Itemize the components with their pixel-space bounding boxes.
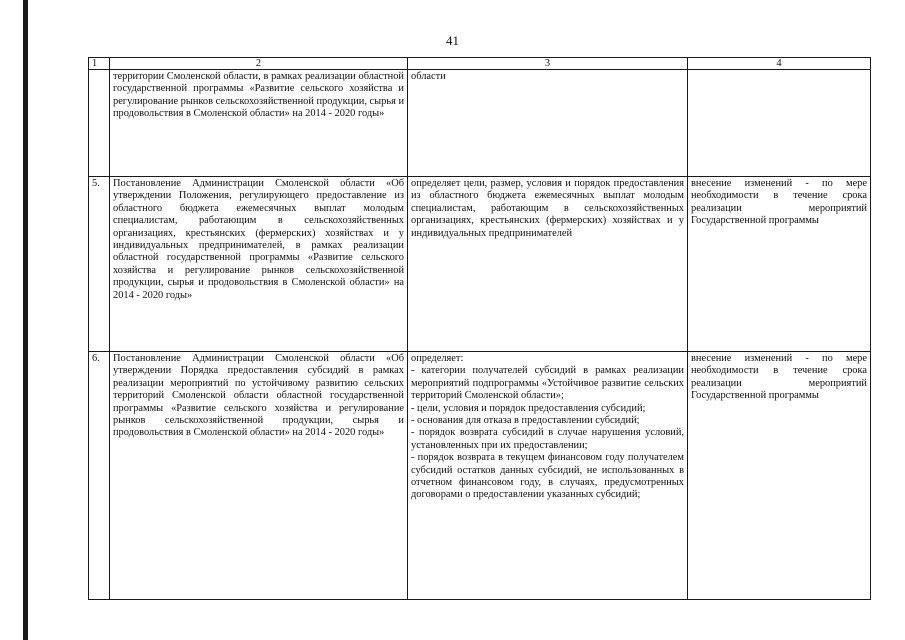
column-header-3: 3 bbox=[408, 58, 688, 70]
table-row bbox=[89, 70, 871, 177]
column-header-1: 1 bbox=[89, 58, 110, 70]
changes-cell bbox=[688, 70, 871, 177]
description-cell: области bbox=[408, 70, 688, 177]
document-title-cell: территории Смоленской области, в рамках реализации областной государственной программы «Развитие сельского хозяйства и регулирование рынков сельскохозяйственной продукции, сырья и продовольствия в Смоленской области» на 2014 - 2020 годы» bbox=[110, 70, 408, 177]
row-number: 5. bbox=[89, 177, 110, 352]
document-title-cell: Постановление Администрации Смоленской области «Об утверждении Порядка предоставления субсидий в рамках реализации мероприятий по устойчивому развитию сельских территорий Смоленской области областной государственной программы «Развитие сельского хозяйства и регулирование рынков сельскохозяйственной продукции, сырья и продовольствия в Смоленской области» на 2014 - 2020 годы» bbox=[110, 352, 408, 600]
description-line: - порядок возврата в текущем финансовом году получателем субсидий остатков данных субсидий, не использованных в отчетном финансовом году, в случаях, предусмотренных договорами о предоставлении указанных субсидий; bbox=[411, 452, 684, 501]
row-number bbox=[89, 70, 110, 177]
description-line: - цели, условия и порядок предоставления субсидий; bbox=[411, 402, 646, 414]
row-number: 6. bbox=[89, 352, 110, 600]
table-row bbox=[89, 352, 871, 600]
description-cell bbox=[408, 352, 688, 600]
page-number: 41 bbox=[446, 33, 459, 48]
document-table bbox=[88, 57, 871, 600]
description-cell: определяет цели, размер, условия и порядок предоставления из областного бюджета ежемесячных выплат молодым специалистам, работающим в сельскохозяйственных организациях, крестьянских (фермерских) хозяйствах и у индивидуальных предпринимателей bbox=[408, 177, 688, 352]
column-header-2: 2 bbox=[110, 58, 408, 70]
description-line: - порядок возврата субсидий в случае нарушения условий, установленных при их предоставлении; bbox=[411, 427, 684, 451]
table-row bbox=[89, 177, 871, 352]
table-header-row bbox=[89, 58, 871, 70]
description-line: - категории получателей субсидий в рамках реализации мероприятий подпрограммы «Устойчивое развитие сельских территорий Смоленской области»; bbox=[411, 365, 684, 402]
changes-cell: внесение изменений - по мере необходимости в течение срока реализации мероприятий Государственной программы bbox=[688, 352, 871, 600]
changes-cell: внесение изменений - по мере необходимости в течение срока реализации мероприятий Государственной программы bbox=[688, 177, 871, 352]
description-line: - основания для отказа в предоставлении субсидий; bbox=[411, 415, 640, 427]
description-line: определяет: bbox=[411, 353, 464, 364]
column-header-4: 4 bbox=[688, 58, 871, 70]
scan-edge-bar bbox=[23, 0, 28, 640]
document-title-cell: Постановление Администрации Смоленской области «Об утверждении Положения, регулирующего предоставление из областного бюджета ежемесячных выплат молодым специалистам, работающим в сельскохозяйственных организациях, крестьянских (фермерских) хозяйствах и у индивидуальных предпринимателей, в рамках реализации областной государственной программы «Развитие сельского хозяйства и регулирование рынков сельскохозяйственной продукции, сырья и продовольствия в Смоленской области» на 2014 - 2020 годы» bbox=[110, 177, 408, 352]
